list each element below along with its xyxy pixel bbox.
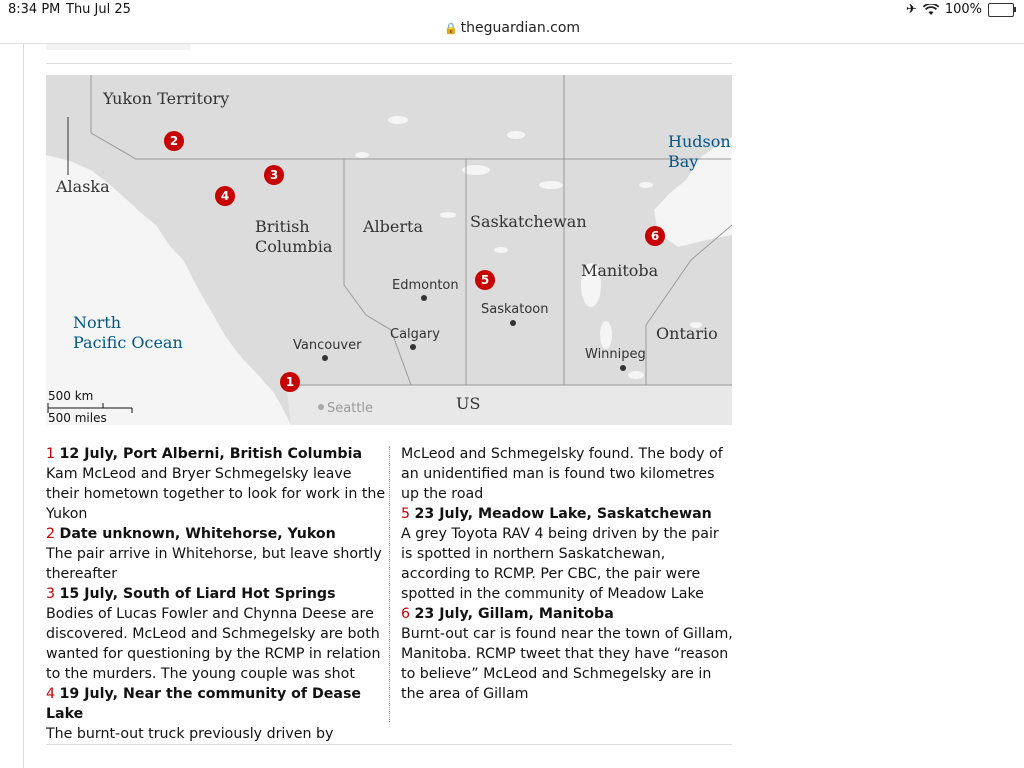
caption-4-heading: 4 19 July, Near the community of Dease Lake (46, 686, 362, 722)
marker-2-label: 2 (169, 134, 179, 148)
marker-4-label: 4 (220, 189, 230, 203)
caption-1-body: Kam McLeod and Bryer Schmegelsky leave their hometown together to look for work in the Yukon (46, 466, 386, 522)
city-dot-vancouver (322, 355, 328, 361)
scale-km: 500 km (48, 389, 94, 403)
label-ontario: Ontario (656, 324, 718, 343)
city-dot-edmonton (421, 295, 427, 301)
airplane-icon: ✈ (905, 2, 917, 17)
caption-column-right (401, 444, 733, 704)
label-saskatchewan: Saskatchewan (470, 212, 587, 231)
bottom-divider (46, 744, 732, 745)
city-saskatoon: Saskatoon (481, 302, 549, 317)
label-alaska: Alaska (56, 177, 110, 196)
caption-5-heading: 5 23 July, Meadow Lake, Saskatchewan (401, 506, 712, 522)
city-edmonton: Edmonton (392, 278, 459, 293)
map-canvas (46, 75, 732, 425)
marker-1-label: 1 (285, 375, 295, 389)
label-pacific-2: Pacific Ocean (73, 333, 183, 352)
city-dot-seattle (318, 404, 324, 410)
label-bc-2: Columbia (255, 237, 333, 256)
url-text: theguardian.com (460, 20, 581, 36)
battery-icon (988, 3, 1014, 17)
land-mass (46, 75, 732, 425)
label-bc-1: British (255, 217, 310, 236)
top-divider (46, 63, 732, 64)
caption-3-body: Bodies of Lucas Fowler and Chynna Deese are discovered. McLeod and Schmegelsky are both wanted for questioning by the RCMP in relation to the murders. The young couple was shot (46, 606, 381, 682)
city-winnipeg: Winnipeg (585, 347, 646, 362)
lock-icon: 🔒 (443, 22, 458, 35)
status-bar (0, 0, 1024, 20)
label-hudson-2: Bay (668, 152, 699, 171)
address-bar[interactable] (0, 18, 1024, 42)
label-alberta: Alberta (363, 217, 423, 236)
city-seattle: Seattle (327, 401, 374, 416)
column-divider (389, 446, 390, 722)
marker-6-label: 6 (650, 229, 660, 243)
caption-6-heading: 6 23 July, Gillam, Manitoba (401, 606, 614, 622)
label-pacific-1: North (73, 313, 122, 332)
label-us: US (456, 394, 481, 413)
status-time: 8:34 PM (8, 2, 61, 17)
city-dot-saskatoon (510, 320, 516, 326)
label-manitoba: Manitoba (581, 261, 659, 280)
city-dot-calgary (410, 344, 416, 350)
city-dot-winnipeg (620, 365, 626, 371)
caption-2-heading: 2 Date unknown, Whitehorse, Yukon (46, 526, 336, 542)
scale-miles: 500 miles (48, 411, 107, 425)
caption-3-heading: 3 15 July, South of Liard Hot Springs (46, 586, 336, 602)
caption-1-heading: 1 12 July, Port Alberni, British Columbia (46, 446, 363, 462)
city-calgary: Calgary (390, 327, 440, 342)
battery-percent: 100% (944, 2, 982, 17)
caption-6-body: Burnt-out car is found near the town of Gillam, Manitoba. RCMP tweet that they have “reason to believe” McLeod and Schmegelsky are in the area of Gillam (401, 626, 733, 702)
marker-3-label: 3 (269, 168, 279, 182)
status-date: Thu Jul 25 (66, 2, 131, 17)
caption-column-left (46, 444, 386, 744)
label-yukon: Yukon Territory (103, 89, 230, 108)
previous-content-fragment (46, 44, 190, 50)
marker-5-label: 5 (480, 273, 490, 287)
label-hudson-1: Hudson (668, 132, 731, 151)
page-left-rule (23, 44, 24, 768)
status-right (906, 2, 1014, 17)
city-vancouver: Vancouver (293, 338, 362, 353)
caption-4-body-part2: McLeod and Schmegelsky found. The body of an unidentified man is found two kilometres up the road (401, 446, 723, 502)
caption-2-body: The pair arrive in Whitehorse, but leave shortly thereafter (46, 546, 382, 582)
caption-5-body: A grey Toyota RAV 4 being driven by the pair is spotted in northern Saskatchewan, according to RCMP. Per CBC, the pair were spotted in the community of Meadow Lake (401, 526, 719, 602)
caption-4-body-part1: The burnt-out truck previously driven by (46, 726, 334, 742)
scale-bar (48, 389, 132, 425)
wifi-icon (923, 4, 939, 16)
route-map (46, 75, 732, 425)
